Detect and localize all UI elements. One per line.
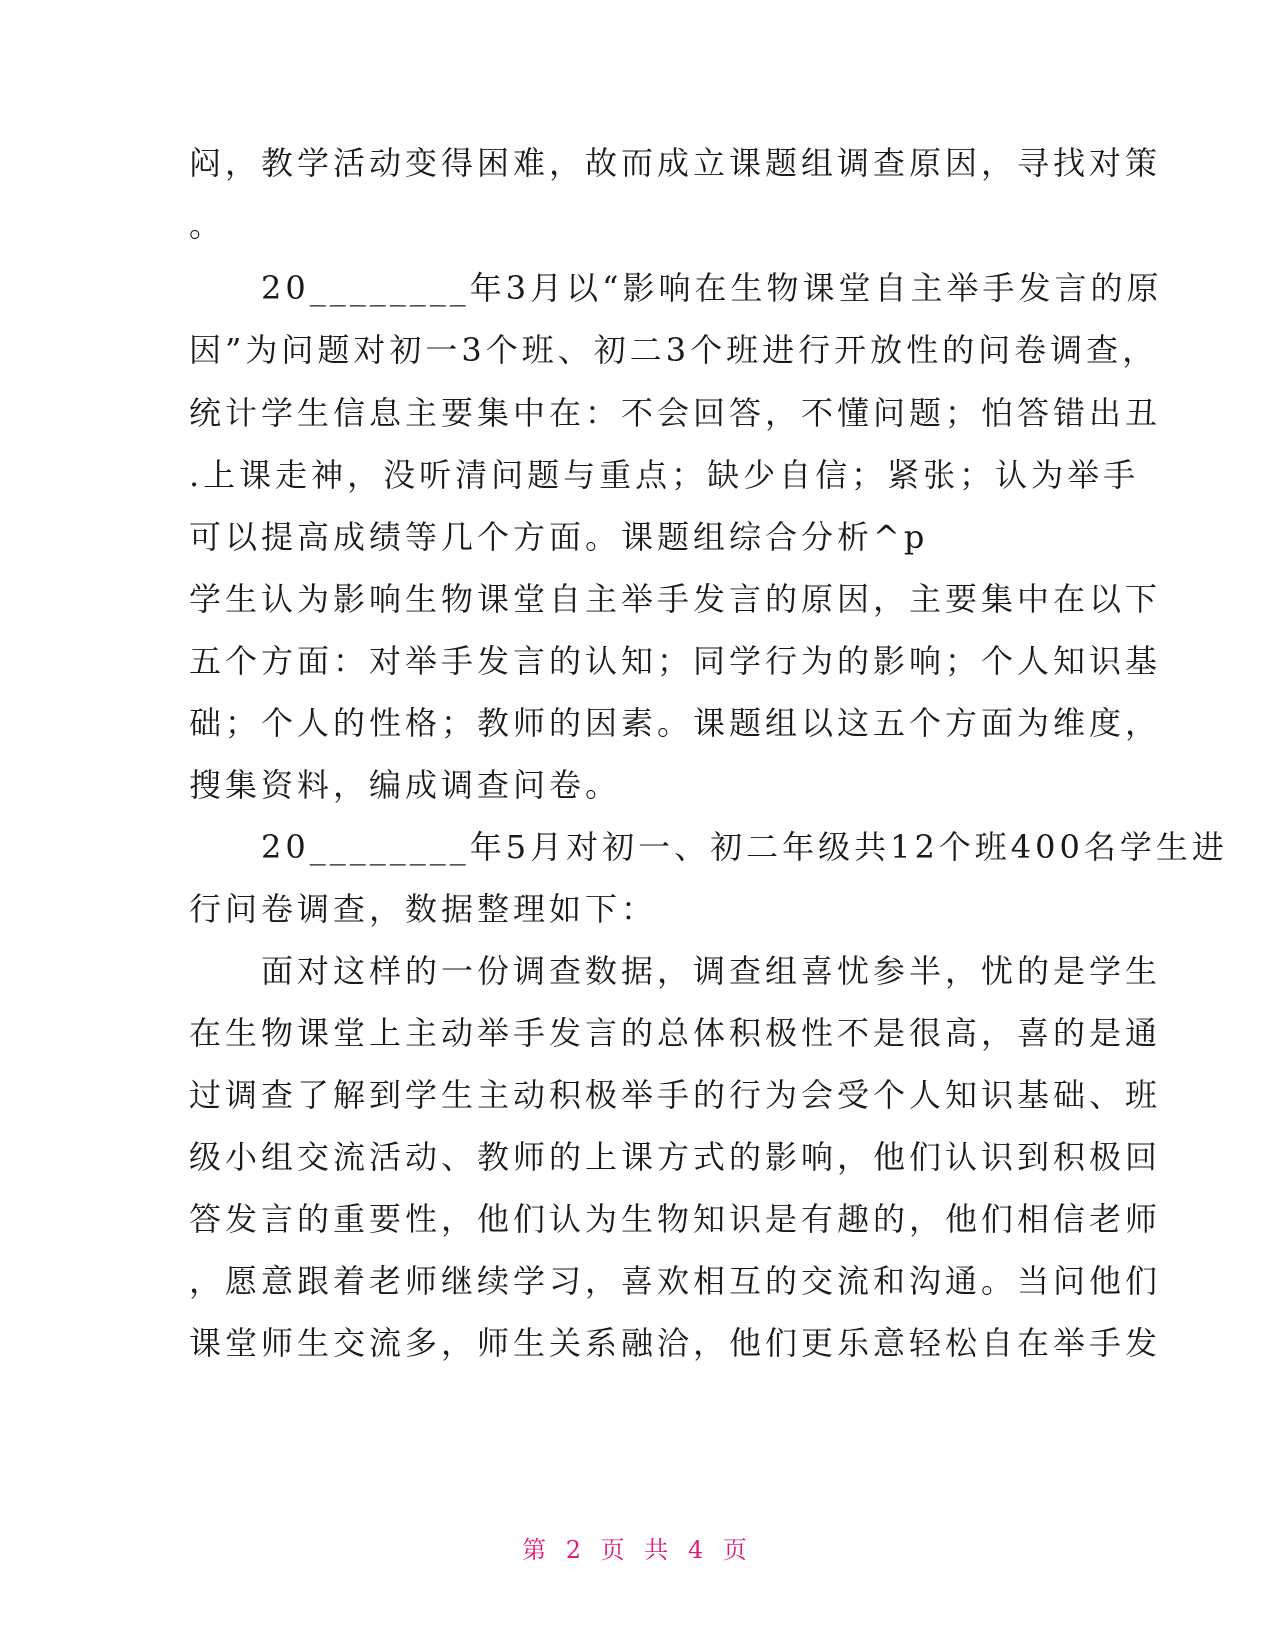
page-number-footer: 第 2 页 共 4 页: [522, 1536, 753, 1564]
text-line-11: 搜集资料，编成调查问卷。: [189, 766, 622, 804]
text-line-14: 面对这样的一份调查数据，调查组喜忧参半，忧的是学生: [189, 952, 1162, 990]
text-line-3: 20________年3月以“影响在生物课堂自主举手发言的原: [189, 269, 1163, 307]
text-line-9: 五个方面：对举手发言的认知；同学行为的影响；个人知识基: [189, 642, 1162, 680]
text-line-8: 学生认为影响生物课堂自主举手发言的原因，主要集中在以下: [189, 580, 1162, 618]
text-line-4: 因”为问题对初一3个班、初二3个班进行开放性的问卷调查，: [189, 331, 1159, 369]
text-line-19: ，愿意跟着老师继续学习，喜欢相互的交流和沟通。当问他们: [189, 1262, 1162, 1300]
text-line-6: .上课走神，没听清问题与重点；缺少自信；紧张；认为举手: [189, 456, 1140, 494]
text-line-7: 可以提高成绩等几个方面。课题组综合分析^p: [189, 518, 929, 556]
text-line-1: 闷，教学活动变得困难，故而成立课题组调查原因，寻找对策: [189, 144, 1162, 182]
text-line-10: 础；个人的性格；教师的因素。课题组以这五个方面为维度，: [189, 704, 1162, 742]
text-line-20: 课堂师生交流多，师生关系融洽，他们更乐意轻松自在举手发: [189, 1324, 1162, 1362]
text-line-12: 20________年5月对初一、初二年级共12个班400名学生进: [189, 828, 1228, 866]
text-line-16: 过调查了解到学生主动积极举手的行为会受个人知识基础、班: [189, 1076, 1162, 1114]
text-line-5: 统计学生信息主要集中在：不会回答，不懂问题；怕答错出丑: [189, 394, 1162, 432]
text-line-13: 行问卷调查，数据整理如下：: [189, 890, 658, 928]
text-line-15: 在生物课堂上主动举手发言的总体积极性不是很高，喜的是通: [189, 1014, 1162, 1052]
text-line-17: 级小组交流活动、教师的上课方式的影响，他们认识到积极回: [189, 1138, 1162, 1176]
text-line-18: 答发言的重要性，他们认为生物知识是有趣的，他们相信老师: [189, 1200, 1162, 1238]
text-line-2: 。: [189, 206, 226, 244]
